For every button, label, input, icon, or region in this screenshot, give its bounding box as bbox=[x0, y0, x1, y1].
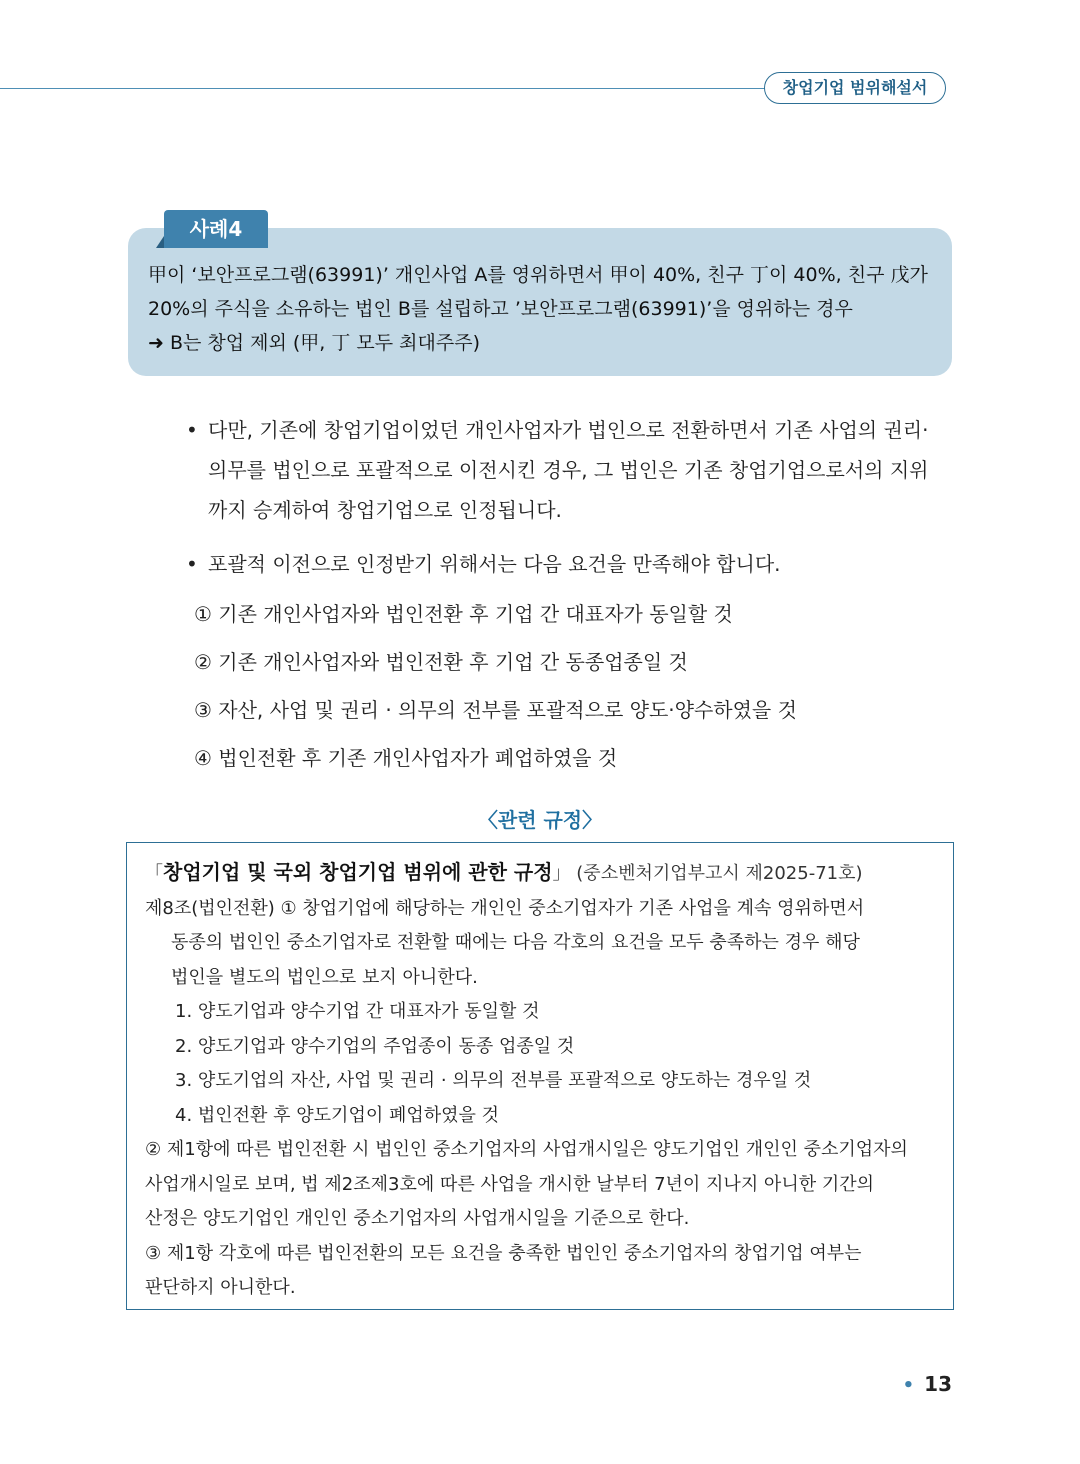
bullet-item bbox=[180, 544, 960, 584]
bullet-icon: • bbox=[186, 418, 198, 442]
regulation-bracket-open: 「 bbox=[145, 863, 163, 884]
regulation-item: 3. 양도기업의 자산, 사업 및 권리 · 의무의 전부를 포괄적으로 양도하는 경우일 것 bbox=[175, 1070, 812, 1091]
regulation-item: 1. 양도기업과 양수기업 간 대표자가 동일할 것 bbox=[175, 1001, 540, 1022]
requirement-item: ① 기존 개인사업자와 법인전환 후 기업 간 대표자가 동일할 것 bbox=[194, 602, 733, 626]
bullet-icon: • bbox=[186, 552, 198, 576]
page-number-text: 13 bbox=[924, 1372, 952, 1396]
bullet-text: 의무를 법인으로 포괄적으로 이전시킨 경우, 그 법인은 기존 창업기업으로서의 지위 bbox=[208, 458, 929, 482]
regulation-line: 제8조(법인전환) ① 창업기업에 해당하는 개인인 중소기업자가 기존 사업을 계속 영위하면서 bbox=[145, 897, 865, 919]
case-tab: 사례4 bbox=[164, 210, 268, 248]
section-label: 창업기업 범위해설서 bbox=[764, 72, 946, 104]
case-conclusion: ➜ B는 창업 제외 (甲, 丁 모두 최대주주) bbox=[148, 332, 480, 354]
bullet-item bbox=[180, 410, 960, 530]
regulation-line: 산정은 양도기업인 개인인 중소기업자의 사업개시일을 기준으로 한다. bbox=[145, 1208, 690, 1229]
regulation-box bbox=[126, 842, 954, 1310]
regulation-line: 판단하지 아니한다. bbox=[145, 1277, 296, 1298]
bullet-text: 다만, 기존에 창업기업이었던 개인사업자가 법인으로 전환하면서 기존 사업의 권리· bbox=[208, 418, 929, 442]
regulation-name: 창업기업 및 국외 창업기업 범위에 관한 규정 bbox=[163, 860, 553, 884]
regulation-bracket-close: 」 bbox=[552, 863, 571, 884]
requirement-item: ③ 자산, 사업 및 권리 · 의무의 전부를 포괄적으로 양도·양수하였을 것 bbox=[194, 698, 797, 722]
regulation-line: 법인을 별도의 법인으로 보지 아니한다. bbox=[171, 966, 478, 988]
requirement-item: ② 기존 개인사업자와 법인전환 후 기업 간 동종업종일 것 bbox=[194, 650, 688, 674]
requirement-item: ④ 법인전환 후 기존 개인사업자가 폐업하였을 것 bbox=[194, 746, 618, 770]
regulation-title bbox=[145, 855, 939, 892]
regulation-line: 사업개시일로 보며, 법 제2조제3호에 따른 사업을 개시한 날부터 7년이 지나지 아니한 기간의 bbox=[145, 1173, 874, 1195]
regulation-item: 4. 법인전환 후 양도기업이 폐업하였을 것 bbox=[175, 1104, 499, 1126]
related-title: 〈관련 규정〉 bbox=[477, 808, 603, 832]
page-number bbox=[903, 1372, 952, 1396]
case-line: 甲이 ‘보안프로그램(63991)’ 개인사업 A를 영위하면서 甲이 40%, 친구 丁이 40%, 친구 戊가 bbox=[148, 264, 928, 286]
regulation-line: ② 제1항에 따른 법인전환 시 법인인 중소기업자의 사업개시일은 양도기업인 개인인 중소기업자의 bbox=[145, 1139, 908, 1160]
case-box bbox=[128, 228, 952, 376]
regulation-item: 2. 양도기업과 양수기업의 주업종이 동종 업종일 것 bbox=[175, 1035, 575, 1057]
page-dot-icon: • bbox=[902, 1375, 915, 1396]
regulation-line: ③ 제1항 각호에 따른 법인전환의 모든 요건을 충족한 법인인 중소기업자의 창업기업 여부는 bbox=[145, 1242, 862, 1264]
requirement-list bbox=[180, 590, 960, 782]
bullet-text: 까지 승계하여 창업기업으로 인정됩니다. bbox=[208, 498, 562, 522]
body-bullets bbox=[180, 410, 960, 782]
bullet-text: 포괄적 이전으로 인정받기 위해서는 다음 요건을 만족해야 합니다. bbox=[208, 552, 781, 576]
regulation-line: 동종의 법인인 중소기업자로 전환할 때에는 다음 각호의 요건을 모두 충족하는 경우 해당 bbox=[171, 932, 860, 953]
header-rule bbox=[0, 88, 770, 89]
regulation-source: (중소벤처기업부고시 제2025-71호) bbox=[576, 863, 863, 884]
case-line: 20%의 주식을 소유하는 법인 B를 설립하고 ’보안프로그램(63991)’을 영위하는 경우 bbox=[148, 298, 853, 320]
